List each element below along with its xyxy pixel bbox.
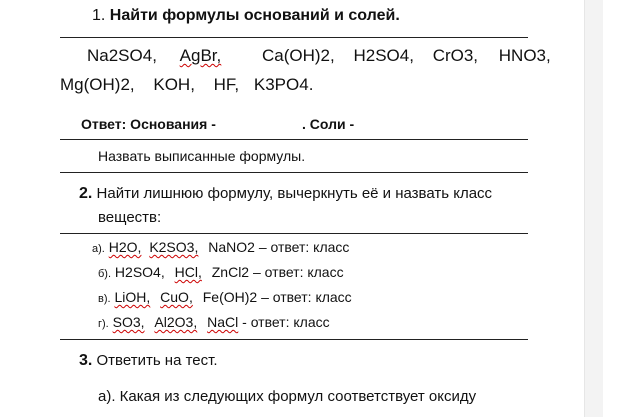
- row-formula-1: LiOH,: [114, 289, 151, 305]
- rule-after-instruction: [60, 172, 528, 173]
- row-label: в).: [98, 293, 111, 305]
- task3-number: 3.: [79, 352, 93, 369]
- row-answer: – ответ: класс: [253, 264, 344, 280]
- row-label: б).: [98, 268, 112, 280]
- formula-na2so4: Na2SO4,: [87, 46, 157, 65]
- task1-title: Найти формулы оснований и солей.: [109, 7, 400, 24]
- task3-question: а). Какая из следующих формул соответствует оксиду: [98, 388, 477, 405]
- formula-hf: HF,: [213, 75, 240, 94]
- vertical-scrollbar[interactable]: [584, 0, 603, 417]
- task3-heading: [79, 352, 218, 370]
- task1-instruction: Назвать выписанные формулы.: [98, 148, 306, 164]
- formula-agbr: AgBr,: [179, 46, 222, 65]
- row-formula-3: NaNO2: [208, 239, 255, 255]
- task1-number: 1.: [92, 7, 106, 24]
- formula-k3po4: K3PO4.: [253, 75, 314, 94]
- task2-row-c: [98, 289, 352, 305]
- row-formula-2: K2SO3,: [149, 239, 199, 255]
- task3-title: Ответить на тест.: [96, 352, 218, 369]
- formula-cro3: CrO3,: [432, 46, 479, 65]
- rule-top: [60, 37, 528, 38]
- row-formula-1: SO3,: [112, 314, 145, 330]
- task1-answer-bases: Ответ: Основания -: [81, 116, 216, 132]
- formula-mgoh2: Mg(OH)2,: [60, 75, 135, 94]
- row-answer: – ответ: класс: [258, 239, 350, 255]
- row-formula-2: HCl,: [174, 264, 202, 280]
- formula-caoh2: Ca(OH)2,: [262, 46, 335, 65]
- formula-line-1: [87, 46, 551, 66]
- row-formula-3: NaCl: [207, 314, 239, 330]
- task2-title-line2: веществ:: [98, 209, 162, 226]
- task2-row-a: [92, 239, 349, 255]
- row-label: г).: [98, 318, 109, 330]
- task2-row-b: [98, 264, 344, 280]
- rule-after-task2-rows: [60, 339, 528, 340]
- formula-h2so4: H2SO4,: [353, 46, 414, 65]
- row-formula-2: Al2O3,: [154, 314, 198, 330]
- row-formula-1: H2SO4,: [114, 264, 165, 280]
- task2-title: Найти лишнюю формулу, вычеркнуть её и назвать класс: [96, 185, 493, 202]
- row-formula-1: H2O,: [108, 239, 142, 255]
- row-formula-3: ZnCl2: [211, 264, 250, 280]
- row-label: а).: [92, 243, 105, 255]
- rule-after-formulas: [60, 139, 528, 140]
- task1-answer-salts: . Соли -: [302, 116, 355, 132]
- task2-row-d: [98, 314, 330, 330]
- formula-koh: KOH,: [153, 75, 195, 94]
- task1-heading: [92, 7, 400, 25]
- row-formula-3: Fe(OH)2: [202, 289, 258, 305]
- formula-line-2: [60, 75, 313, 95]
- row-answer: – ответ: класс: [261, 289, 352, 305]
- formula-hno3: HNO3,: [498, 46, 551, 65]
- task2-number: 2.: [79, 185, 93, 202]
- task2-heading: [79, 185, 492, 203]
- rule-after-task2-title: [60, 233, 528, 234]
- row-formula-2: CuO,: [160, 289, 193, 305]
- row-answer: - ответ: класс: [242, 314, 330, 330]
